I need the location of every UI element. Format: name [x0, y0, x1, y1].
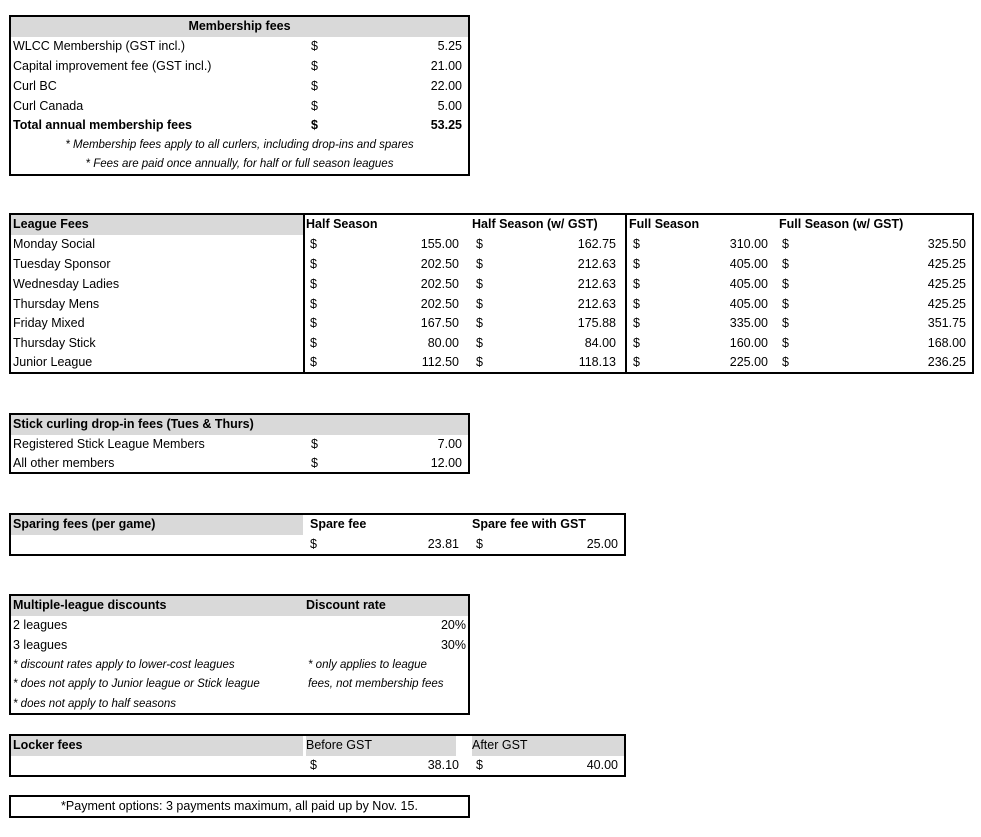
half-season-fee: 202.50 [420, 277, 459, 291]
currency-symbol: $ [310, 758, 317, 772]
sparing-fees-table [9, 513, 626, 556]
discount-note: * only applies to league [308, 659, 427, 671]
locker-fees-table [9, 734, 626, 777]
membership-label: WLCC Membership (GST incl.) [13, 39, 186, 53]
currency-symbol: $ [476, 277, 483, 291]
full-season-gst-fee: 168.00 [927, 336, 966, 350]
half-season-gst-fee: 212.63 [577, 297, 616, 311]
half-season-gst-fee: 162.75 [577, 237, 616, 251]
payment-options-text: *Payment options: 3 payments maximum, all paid up by Nov. 15. [61, 799, 418, 813]
discount-note: fees, not membership fees [308, 678, 444, 690]
membership-row [11, 37, 468, 57]
full-season-gst-fee: 236.25 [927, 355, 966, 369]
league-name: Junior League [13, 355, 93, 369]
currency-symbol: $ [310, 237, 317, 251]
membership-amount: 22.00 [430, 79, 462, 93]
sparing-row [11, 535, 624, 555]
stick-dropin-table [9, 413, 470, 474]
membership-label: Curl Canada [13, 99, 84, 113]
stick-label: All other members [13, 456, 115, 470]
league-name: Monday Social [13, 237, 95, 251]
currency-symbol: $ [310, 257, 317, 271]
discount-label: 2 leagues [13, 618, 68, 632]
league-row [11, 314, 972, 334]
discounts-header [11, 596, 468, 616]
discount-note-row [11, 656, 468, 676]
currency-symbol: $ [633, 277, 640, 291]
league-name: Friday Mixed [13, 316, 85, 330]
membership-title: Membership fees [188, 19, 291, 33]
before-gst-header: Before GST [306, 736, 456, 756]
currency-symbol: $ [311, 39, 318, 53]
membership-amount: 21.00 [430, 59, 462, 73]
payment-options-box [9, 795, 470, 818]
discount-note: * does not apply to Junior league or Stick league [13, 678, 260, 690]
discount-row [11, 616, 468, 636]
half-season-gst-header: Half Season (w/ GST) [472, 217, 598, 231]
spare-fee-gst-header: Spare fee with GST [472, 517, 586, 531]
full-season-fee: 405.00 [729, 257, 768, 271]
full-season-fee: 405.00 [729, 277, 768, 291]
currency-symbol: $ [782, 257, 789, 271]
league-name: Wednesday Ladies [13, 277, 120, 291]
half-season-fee: 167.50 [420, 316, 459, 330]
currency-symbol: $ [310, 297, 317, 311]
discount-note-row [11, 695, 468, 715]
half-season-fee: 112.50 [421, 355, 459, 369]
league-row [11, 334, 972, 354]
locker-after-gst: 40.00 [586, 758, 618, 772]
half-season-gst-fee: 212.63 [577, 257, 616, 271]
half-season-gst-fee: 118.13 [578, 355, 616, 369]
sparing-header-row [11, 515, 624, 535]
payment-row [11, 797, 468, 817]
league-row [11, 255, 972, 275]
half-season-fee: 80.00 [427, 336, 459, 350]
membership-label: Capital improvement fee (GST incl.) [13, 59, 212, 73]
stick-amount: 12.00 [430, 456, 462, 470]
sparing-title: Sparing fees (per game) [11, 515, 303, 535]
after-gst-header: After GST [472, 736, 624, 756]
membership-total-row [11, 116, 468, 136]
membership-fees-table [9, 15, 470, 176]
locker-header-row [11, 736, 624, 756]
half-season-fee: 202.50 [420, 297, 459, 311]
full-season-gst-fee: 351.75 [927, 316, 966, 330]
half-season-gst-fee: 84.00 [584, 336, 616, 350]
half-season-gst-fee: 212.63 [577, 277, 616, 291]
membership-amount: 5.00 [437, 99, 462, 113]
half-season-header: Half Season [306, 217, 378, 231]
currency-symbol: $ [633, 336, 640, 350]
membership-total-label: Total annual membership fees [13, 118, 192, 132]
full-season-gst-fee: 425.25 [927, 257, 966, 271]
currency-symbol: $ [310, 277, 317, 291]
stick-header [11, 415, 468, 435]
stick-title: Stick curling drop-in fees (Tues & Thurs) [13, 417, 254, 431]
full-season-fee: 405.00 [729, 297, 768, 311]
currency-symbol: $ [633, 257, 640, 271]
currency-symbol: $ [311, 437, 318, 451]
currency-symbol: $ [633, 297, 640, 311]
full-season-fee: 160.00 [729, 336, 768, 350]
membership-note [11, 136, 468, 156]
currency-symbol: $ [782, 297, 789, 311]
currency-symbol: $ [311, 79, 318, 93]
discount-note: * does not apply to half seasons [13, 698, 177, 710]
membership-note-text: * Membership fees apply to all curlers, including drop-ins and spares [65, 139, 414, 151]
currency-symbol: $ [476, 237, 483, 251]
currency-symbol: $ [633, 316, 640, 330]
currency-symbol: $ [311, 456, 318, 470]
currency-symbol: $ [476, 257, 483, 271]
currency-symbol: $ [633, 237, 640, 251]
membership-label: Curl BC [13, 79, 57, 93]
league-name: Tuesday Sponsor [13, 257, 111, 271]
currency-symbol: $ [311, 59, 318, 73]
currency-symbol: $ [310, 537, 317, 551]
currency-symbol: $ [782, 336, 789, 350]
currency-symbol: $ [476, 297, 483, 311]
discount-label: 3 leagues [13, 638, 68, 652]
stick-row [11, 435, 468, 455]
membership-amount: 5.25 [437, 39, 462, 53]
league-header-row [11, 215, 972, 235]
currency-symbol: $ [782, 355, 789, 369]
currency-symbol: $ [782, 277, 789, 291]
locker-before-gst: 38.10 [427, 758, 459, 772]
membership-header [11, 17, 468, 37]
membership-row [11, 97, 468, 117]
membership-row [11, 77, 468, 97]
spare-fee-header: Spare fee [310, 517, 367, 531]
membership-total-amount: 53.25 [430, 118, 462, 132]
currency-symbol: $ [476, 336, 483, 350]
currency-symbol: $ [782, 316, 789, 330]
half-season-fee: 202.50 [420, 257, 459, 271]
currency-symbol: $ [476, 758, 483, 772]
locker-title: Locker fees [11, 736, 303, 756]
membership-note-text: * Fees are paid once annually, for half or full season leagues [85, 158, 394, 170]
discount-note-row [11, 675, 468, 695]
half-season-fee: 155.00 [420, 237, 459, 251]
spare-fee-gst: 25.00 [586, 537, 618, 551]
membership-row [11, 57, 468, 77]
full-season-header: Full Season [629, 217, 700, 231]
league-row [11, 235, 972, 255]
league-name: Thursday Stick [13, 336, 96, 350]
discount-rate: 20% [440, 618, 466, 632]
league-name: Thursday Mens [13, 297, 100, 311]
discount-rate-header: Discount rate [306, 598, 386, 612]
full-season-fee: 335.00 [729, 316, 768, 330]
league-row [11, 275, 972, 295]
currency-symbol: $ [310, 336, 317, 350]
discounts-table [9, 594, 470, 715]
league-header: League Fees [11, 215, 303, 235]
currency-symbol: $ [476, 537, 483, 551]
currency-symbol: $ [633, 355, 640, 369]
discount-rate: 30% [440, 638, 466, 652]
currency-symbol: $ [310, 355, 317, 369]
full-season-fee: 310.00 [729, 237, 768, 251]
full-season-gst-fee: 425.25 [927, 277, 966, 291]
stick-row [11, 454, 468, 474]
league-row [11, 295, 972, 315]
locker-row [11, 756, 624, 776]
league-fees-table [9, 213, 974, 374]
full-season-gst-fee: 325.50 [927, 237, 966, 251]
discount-note: * discount rates apply to lower-cost leagues [13, 659, 235, 671]
full-season-gst-fee: 425.25 [927, 297, 966, 311]
membership-note [11, 155, 468, 175]
full-season-gst-header: Full Season (w/ GST) [779, 217, 904, 231]
currency-symbol: $ [311, 118, 318, 132]
currency-symbol: $ [476, 316, 483, 330]
stick-amount: 7.00 [437, 437, 462, 451]
half-season-gst-fee: 175.88 [577, 316, 616, 330]
spare-fee: 23.81 [427, 537, 459, 551]
discount-row [11, 636, 468, 656]
currency-symbol: $ [782, 237, 789, 251]
currency-symbol: $ [476, 355, 483, 369]
full-season-fee: 225.00 [729, 355, 768, 369]
stick-label: Registered Stick League Members [13, 437, 205, 451]
currency-symbol: $ [311, 99, 318, 113]
league-row [11, 353, 972, 373]
discounts-title: Multiple-league discounts [13, 598, 167, 612]
currency-symbol: $ [310, 316, 317, 330]
